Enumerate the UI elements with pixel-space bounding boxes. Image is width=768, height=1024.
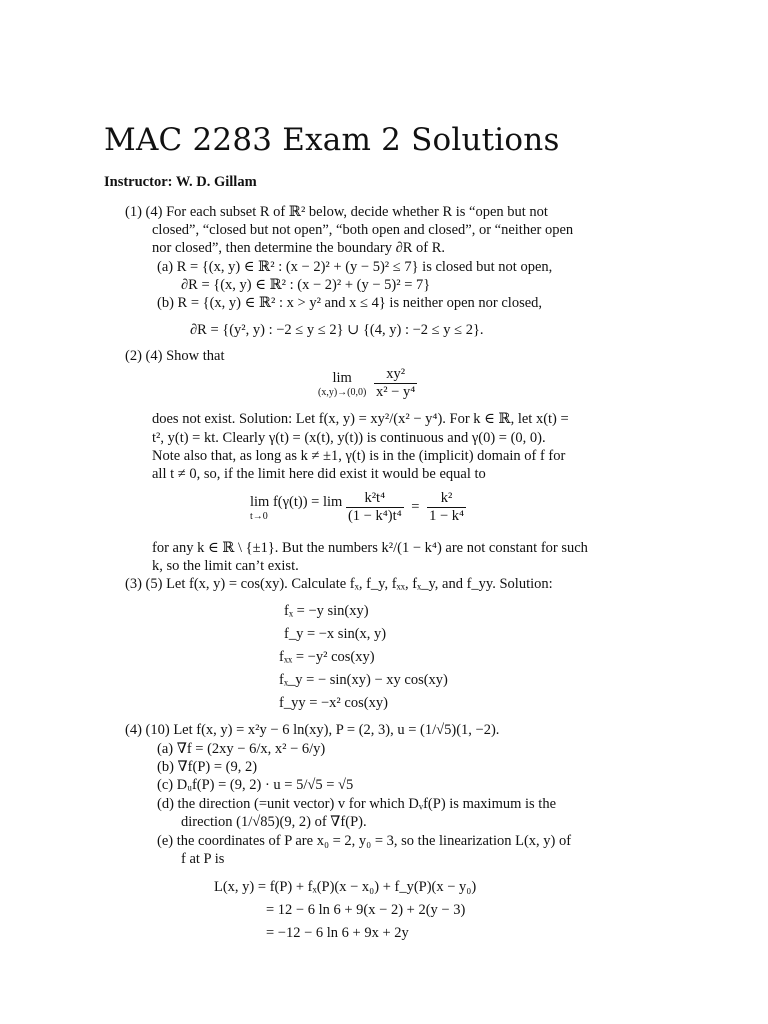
problem-2-solution-line-4: all t ≠ 0, so, if the limit here did exist it would be equal to [152, 466, 486, 482]
problem-2-solution-line-6: k, so the limit can’t exist. [152, 558, 299, 574]
path-eq-fraction-2 [427, 490, 466, 525]
problem-1-line-3: nor closed”, then determine the boundary ∂R of R. [152, 240, 446, 256]
problem-4c: (c) Dᵤf(P) = (9, 2) · u = 5/√5 = √5 [157, 777, 354, 793]
path-eq-denominator-2: 1 − k⁴ [429, 508, 465, 524]
instructor-line: Instructor: W. D. Gillam [104, 174, 257, 190]
limit-numerator: xy² [374, 366, 417, 384]
problem-1-line-1: (1) (4) For each subset R of ℝ² below, decide whether R is “open but not [125, 204, 548, 220]
problem-3-eq-fxy: fₓ_y = − sin(xy) − xy cos(xy) [279, 672, 448, 688]
problem-4d-line-2: direction (1/√85)(9, 2) of ∇f(P). [181, 814, 367, 830]
problem-2-solution-line-2: t², y(t) = kt. Clearly γ(t) = (x(t), y(t)) is continuous and γ(0) = (0, 0). [152, 430, 546, 446]
limit-fraction [374, 366, 417, 401]
path-eq-numerator-1: k²t⁴ [346, 490, 404, 508]
problem-2-solution-line-3: Note also that, as long as k ≠ ±1, γ(t) is in the (implicit) domain of f for [152, 448, 566, 464]
problem-2-path-equation [250, 490, 466, 530]
path-eq-denominator-1: (1 − k⁴)t⁴ [347, 508, 402, 524]
problem-1b-line-1: (b) R = {(x, y) ∈ ℝ² : x > y² and x ≤ 4} is neither open nor closed, [157, 295, 543, 311]
problem-2-solution-line-5: for any k ∈ ℝ \ {±1}. But the numbers k²/(1 − k⁴) are not constant for such [152, 540, 588, 556]
path-eq-equals: = [411, 499, 420, 515]
path-eq-numerator-2: k² [427, 490, 466, 508]
path-eq-left: lim f(γ(t)) = lim [250, 493, 343, 510]
problem-2-limit-expression [318, 366, 417, 406]
problem-1-line-2: closed”, “closed but not open”, “both open and closed”, or “neither open [152, 222, 574, 238]
problem-4-linearization-1: L(x, y) = f(P) + fₓ(P)(x − x₀) + f_y(P)(x − y₀) [214, 879, 477, 895]
problem-4-linearization-2: = 12 − 6 ln 6 + 9(x − 2) + 2(y − 3) [266, 902, 466, 918]
problem-4-linearization-3: = −12 − 6 ln 6 + 9x + 2y [266, 925, 409, 941]
limit-denominator: x² − y⁴ [375, 384, 416, 400]
problem-4a: (a) ∇f = (2xy − 6/x, x² − 6/y) [157, 741, 326, 757]
problem-4b: (b) ∇f(P) = (9, 2) [157, 759, 258, 775]
problem-3-line-1: (3) (5) Let f(x, y) = cos(xy). Calculate fₓ, f_y, fₓₓ, fₓ_y, and f_yy. Solution: [125, 576, 553, 592]
limit-operator: lim [332, 369, 352, 386]
problem-3-eq-fyy: f_yy = −x² cos(xy) [279, 695, 388, 711]
problem-1b-boundary: ∂R = {(y², y) : −2 ≤ y ≤ 2} ∪ {(4, y) : −2 ≤ y ≤ 2}. [190, 322, 484, 338]
problem-4e-line-2: f at P is [181, 851, 225, 867]
problem-3-eq-fxx: fₓₓ = −y² cos(xy) [279, 649, 375, 665]
page-title: MAC 2283 Exam 2 Solutions [104, 122, 560, 158]
path-eq-fraction-1 [346, 490, 404, 525]
problem-4d-line-1: (d) the direction (=unit vector) v for which Dᵥf(P) is maximum is the [157, 796, 557, 812]
problem-4e-line-1: (e) the coordinates of P are x₀ = 2, y₀ = 3, so the linearization L(x, y) of [157, 833, 572, 849]
path-eq-subscript: t→0 [250, 510, 268, 522]
limit-subscript: (x,y)→(0,0) [318, 386, 367, 398]
problem-1a-line-1: (a) R = {(x, y) ∈ ℝ² : (x − 2)² + (y − 5)² ≤ 7} is closed but not open, [157, 259, 553, 275]
problem-3-eq-fx: fₓ = −y sin(xy) [284, 603, 369, 619]
problem-2-solution-line-1: does not exist. Solution: Let f(x, y) = xy²/(x² − y⁴). For k ∈ ℝ, let x(t) = [152, 411, 569, 427]
problem-3-eq-fy: f_y = −x sin(x, y) [284, 626, 387, 642]
problem-2-line-1: (2) (4) Show that [125, 348, 225, 364]
problem-1a-line-2: ∂R = {(x, y) ∈ ℝ² : (x − 2)² + (y − 5)² = 7} [181, 277, 431, 293]
problem-4-line-1: (4) (10) Let f(x, y) = x²y − 6 ln(xy), P = (2, 3), u = (1/√5)(1, −2). [125, 722, 500, 738]
